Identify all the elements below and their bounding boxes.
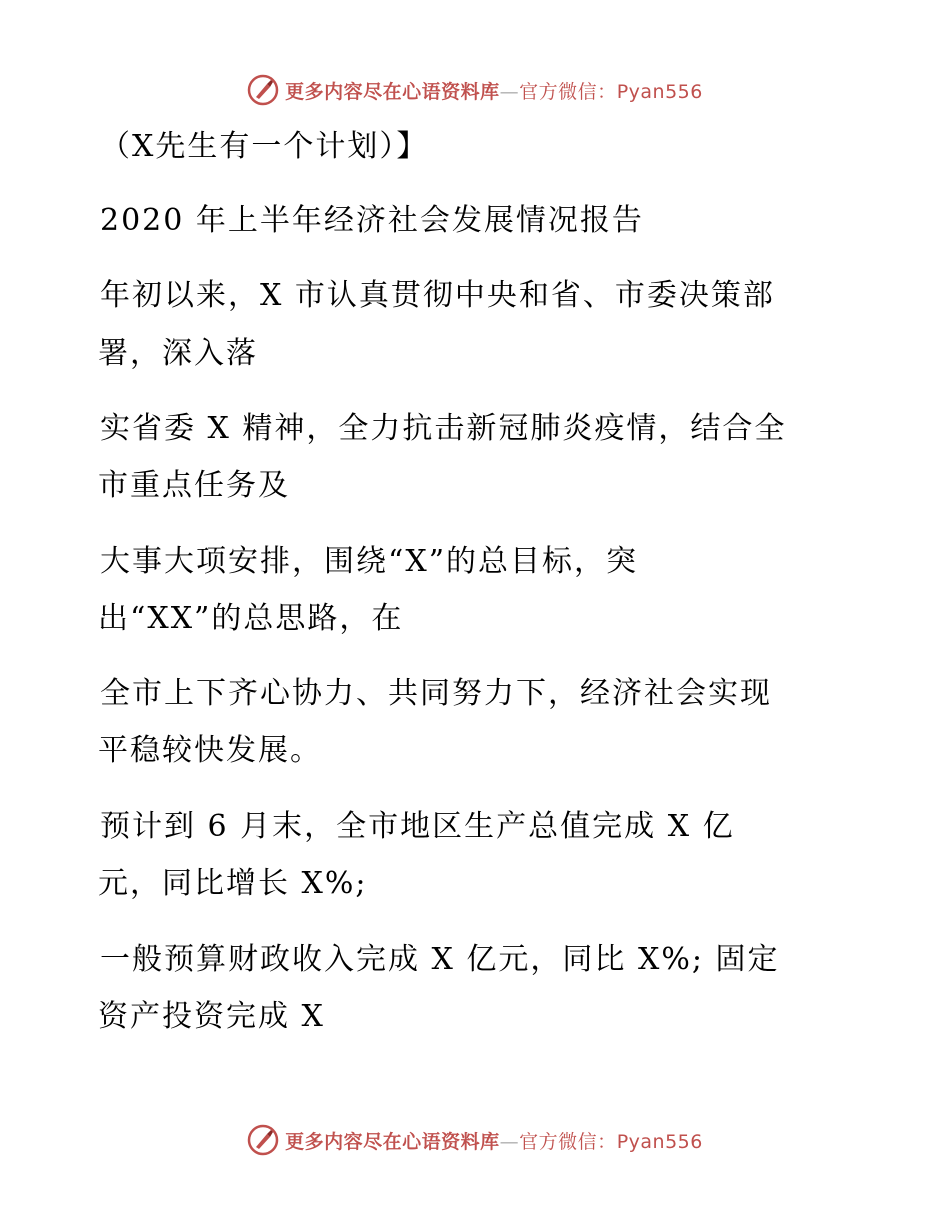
watermark-text — [285, 77, 703, 104]
doc-line: 出“XX”的总思路，在 — [98, 601, 404, 636]
doc-line: 预计到 6 月末，全市地区生产总值完成 X 亿 — [100, 809, 735, 844]
watermark-brand: 更多内容尽在心语资料库 — [285, 1130, 500, 1153]
doc-line: 市重点任务及 — [98, 468, 290, 503]
doc-title: 2020 年上半年经济社会发展情况报告 — [100, 203, 644, 238]
watermark-text — [285, 1127, 703, 1154]
pen-nib-logo-icon — [247, 74, 279, 106]
doc-line: 资产投资完成 X — [98, 999, 325, 1034]
watermark-brand: 更多内容尽在心语资料库 — [285, 80, 500, 103]
watermark-official: 官方微信： — [519, 80, 617, 103]
pen-nib-logo-icon — [247, 1124, 279, 1156]
footer-watermark — [0, 1120, 950, 1160]
doc-line: 元，同比增长 X%; — [98, 866, 368, 901]
watermark-account: Pyan556 — [616, 1130, 703, 1153]
watermark-separator: — — [499, 80, 520, 103]
doc-line: 年初以来，X 市认真贯彻中央和省、市委决策部 — [100, 278, 775, 313]
doc-line: 实省委 X 精神，全力抗击新冠肺炎疫情，结合全 — [100, 411, 787, 446]
doc-line: 大事大项安排，围绕“X”的总目标，突 — [100, 544, 639, 579]
watermark-account: Pyan556 — [616, 80, 703, 103]
doc-line: （X先生有一个计划）】 — [100, 129, 429, 164]
doc-line: 平稳较快发展。 — [98, 733, 322, 768]
watermark-official: 官方微信： — [519, 1130, 617, 1153]
doc-line: 署，深入落 — [98, 336, 258, 371]
watermark-separator: — — [499, 1130, 520, 1153]
header-watermark — [0, 70, 950, 110]
doc-line: 全市上下齐心协力、共同努力下，经济社会实现 — [100, 676, 772, 711]
doc-line: 一般预算财政收入完成 X 亿元，同比 X%; 固定 — [100, 942, 780, 977]
